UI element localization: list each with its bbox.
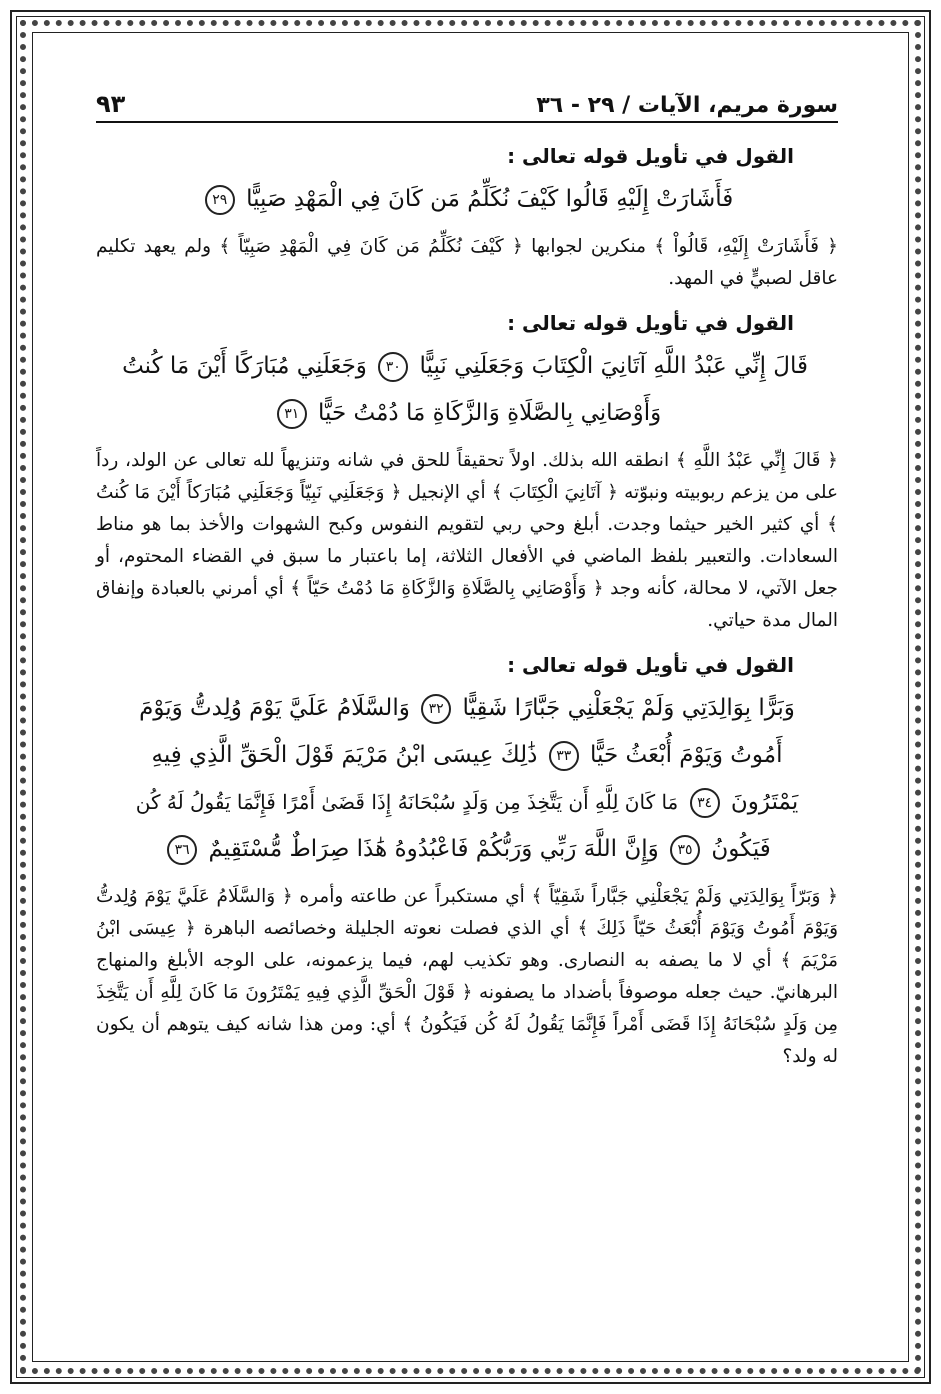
verse-number-marker: ٣٦ xyxy=(167,835,197,865)
verse-number-marker: ٢٩ xyxy=(205,185,235,215)
verse-text: وَإِنَّ اللَّهَ رَبِّي وَرَبُّكُمْ فَاعْبُدُوهُ هَٰذَا صِرَاطٌ مُّسْتَقِيمٌ xyxy=(208,836,659,862)
verse-number-marker: ٣٠ xyxy=(378,352,408,382)
verse-line xyxy=(126,732,808,779)
verse-line xyxy=(126,390,808,437)
section-heading: القول في تأويل قوله تعالى : xyxy=(507,144,794,168)
page-header xyxy=(96,78,838,118)
verse-line xyxy=(126,685,808,732)
quran-verse-block xyxy=(126,685,808,873)
verse-number-marker: ٣٢ xyxy=(421,694,451,724)
verse-text: وَأَوْصَانِي بِالصَّلَاةِ وَالزَّكَاةِ مَا دُمْتُ حَيًّا xyxy=(318,400,662,426)
commentary-paragraph: ﴿ فَأَشَارَتْ إِلَيْهِ، قَالُواْ ﴾ منكرين لجوابها ﴿ كَيْفَ نُكَلِّمُ مَن كَانَ فِي الْمَهْدِ صَبِيّاً ﴾ ولم يعهد تكليم عاقل لصبيٍّ في المهد. xyxy=(96,236,838,289)
verse-line xyxy=(126,779,808,826)
verse-text: وَالسَّلَامُ عَلَيَّ يَوْمَ وُلِدتُّ وَيَوْمَ xyxy=(139,695,410,721)
quran-verse-block xyxy=(122,343,808,437)
verse-number-marker: ٣٥ xyxy=(670,835,700,865)
running-title: سورة مريم، الآيات / ٢٩ - ٣٦ xyxy=(536,93,838,118)
verse-text: يَمْتَرُونَ xyxy=(730,789,799,815)
verse-number-marker: ٣٤ xyxy=(690,788,720,818)
verse-line xyxy=(126,176,808,223)
verse-text: وَبَرًّا بِوَالِدَتِي وَلَمْ يَجْعَلْنِي جَبَّارًا شَقِيًّا xyxy=(462,695,795,721)
verse-text: ذَٰلِكَ عِيسَى ابْنُ مَرْيَمَ قَوْلَ الْحَقِّ الَّذِي فِيهِ xyxy=(151,742,538,768)
verse-line xyxy=(122,343,808,390)
page-body xyxy=(96,138,838,1079)
verse-text: مَا كَانَ لِلَّهِ أَن يَتَّخِذَ مِن وَلَدٍ سُبْحَانَهُ إِذَا قَضَىٰ أَمْرًا فَإِنَّمَا يَقُولُ لَهُ كُن xyxy=(135,790,679,814)
header-rule xyxy=(96,121,838,123)
verse-line xyxy=(126,826,808,873)
verse-number-marker: ٣١ xyxy=(277,399,307,429)
page-number: ٩٣ xyxy=(96,90,126,118)
section-heading: القول في تأويل قوله تعالى : xyxy=(507,311,794,335)
verse-text: أَمُوتُ وَيَوْمَ أُبْعَثُ حَيًّا xyxy=(590,742,783,768)
verse-number-marker: ٣٣ xyxy=(549,741,579,771)
verse-text: قَالَ إِنِّي عَبْدُ اللَّهِ آتَانِيَ الْكِتَابَ وَجَعَلَنِي نَبِيًّا xyxy=(419,353,808,379)
commentary-paragraph: ﴿ وَبَرّاً بِوَالِدَتِي وَلَمْ يَجْعَلْنِي جَبَّاراً شَقِيّاً ﴾ أي مستكبراً عن طاعته وأمره ﴿ وَالسَّلَامُ عَلَيَّ يَوْمَ وُلِدتُّ وَيَوْمَ أَمُوتُ وَيَوْمَ أُبْعَثُ حَيّاً ذَلِكَ ﴾ أي الذي فصلت نعوته الجليلة وخصائصه الباهرة ﴿ عِيسَى ابْنُ مَرْيَمَ ﴾ أي لا ما يصفه به النصارى. وهو تكذيب لهم، فيما يزعمونه، على الوجه الأبلغ والمنهاج البرهانيّ. حيث جعله موصوفاً بأضداد ما يصفونه ﴿ قَوْلَ الْحَقِّ الَّذِي فِيهِ يَمْتَرُونَ مَا كَانَ لِلَّهِ أَن يَتَّخِذَ مِن وَلَدٍ سُبْحَانَهُ إِذَا قَضَى أَمْراً فَإِنَّمَا يَقُولُ لَهُ كُن فَيَكُونُ ﴾ أي: ومن هذا شانه كيف يتوهم أن يكون له ولد؟ xyxy=(96,886,838,1067)
verse-text: وَجَعَلَنِي مُبَارَكًا أَيْنَ مَا كُنتُ xyxy=(122,353,367,379)
section-heading: القول في تأويل قوله تعالى : xyxy=(507,653,794,677)
commentary-paragraph: ﴿ قَالَ إِنِّي عَبْدُ اللَّهِ ﴾ انطقه الله بذلك. اولاً تحقيقاً للحق في شانه وتنزيهاً لله تعالى عن الولد، رداً على من يزعم ربوبيته ونبوّته ﴿ آتَانِيَ الْكِتَابَ ﴾ أي الإنجيل ﴿ وَجَعَلَنِي نَبِيّاً وَجَعَلَنِي مُبَارَكاً أَيْنَ مَا كُنتُ ﴾ أي كثير الخير حيثما وجدت. أبلغ وحي ربي لتقويم النفوس وكبح الشهوات والأخذ بما هو مناط السعادات. والتعبير بلفظ الماضي في الأفعال الثلاثة، إما باعتبار ما سبق في القضاء المحتوم، أو جعل الآتي، لا محالة، كأنه وجد ﴿ وَأَوْصَانِي بِالصَّلَاةِ وَالزَّكَاةِ مَا دُمْتُ حَيّاً ﴾ أي أمرني بالعبادة وإنفاق المال مدة حياتي. xyxy=(96,450,838,631)
quran-verse-block xyxy=(126,176,808,223)
verse-text: فَأَشَارَتْ إِلَيْهِ قَالُوا كَيْفَ نُكَلِّمُ مَن كَانَ فِي الْمَهْدِ صَبِيًّا xyxy=(246,186,734,212)
verse-text: فَيَكُونُ xyxy=(711,836,771,862)
